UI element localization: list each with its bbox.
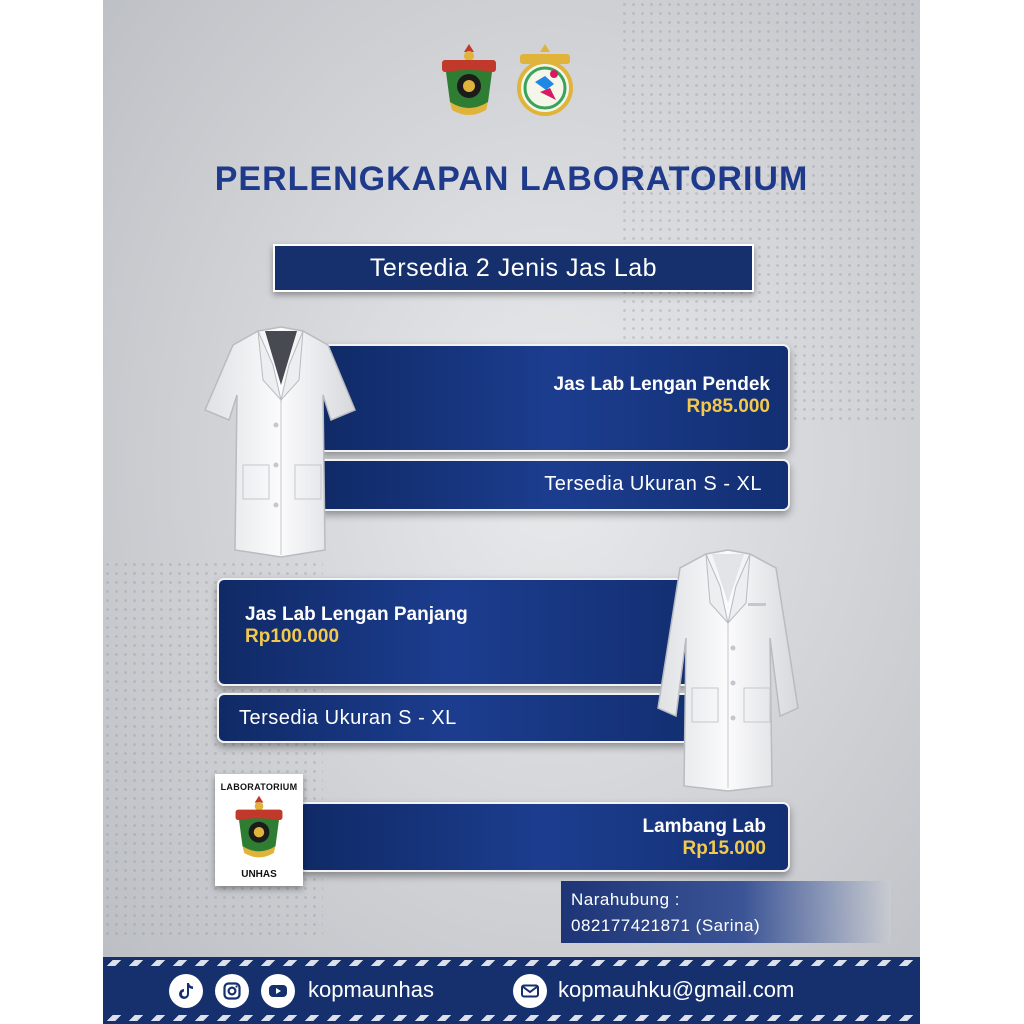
long-sleeve-lab-coat-image bbox=[648, 548, 808, 793]
short-sleeve-lab-coat-image bbox=[203, 325, 358, 560]
unhas-emblem-icon bbox=[229, 794, 289, 860]
contact-box bbox=[561, 881, 891, 943]
tiktok-icon[interactable] bbox=[169, 974, 203, 1008]
contact-phone[interactable]: 082177421871 (Sarina) bbox=[571, 916, 761, 935]
product-name: Jas Lab Lengan Panjang bbox=[245, 604, 468, 625]
email-icon[interactable] bbox=[513, 974, 547, 1008]
footer-bar bbox=[103, 957, 920, 1024]
instagram-icon[interactable] bbox=[215, 974, 249, 1008]
kopma-logo bbox=[510, 42, 580, 118]
footer-border-top bbox=[103, 960, 920, 966]
subtitle-banner bbox=[273, 244, 754, 292]
footer-border-bottom bbox=[103, 1015, 920, 1021]
badge-bottom-text: UNHAS bbox=[241, 869, 277, 880]
email-address[interactable]: kopmauhku@gmail.com bbox=[558, 977, 795, 1002]
product-card-lab-emblem bbox=[298, 802, 790, 872]
header-logos bbox=[438, 42, 580, 118]
youtube-icon[interactable] bbox=[261, 974, 295, 1008]
badge-top-text: LABORATORIUM bbox=[220, 782, 298, 792]
subtitle-text: Tersedia 2 Jenis Jas Lab bbox=[369, 253, 658, 282]
lab-emblem-badge bbox=[215, 774, 303, 886]
page-title: PERLENGKAPAN LABORATORIUM bbox=[214, 160, 809, 198]
product-card-short-sleeve bbox=[318, 344, 790, 452]
social-handle[interactable]: kopmaunhas bbox=[308, 977, 434, 1002]
product-price: Rp85.000 bbox=[686, 396, 770, 417]
size-card-short-sleeve bbox=[318, 459, 790, 511]
size-text: Tersedia Ukuran S - XL bbox=[544, 473, 762, 495]
poster bbox=[103, 0, 920, 1024]
contact-label: Narahubung : bbox=[571, 890, 681, 909]
size-card-long-sleeve bbox=[217, 693, 691, 743]
product-price: Rp15.000 bbox=[682, 838, 766, 859]
product-name: Jas Lab Lengan Pendek bbox=[553, 374, 770, 395]
product-name: Lambang Lab bbox=[642, 816, 766, 837]
size-text: Tersedia Ukuran S - XL bbox=[239, 707, 457, 729]
product-price: Rp100.000 bbox=[245, 626, 340, 647]
product-card-long-sleeve bbox=[217, 578, 691, 686]
unhas-logo bbox=[438, 42, 500, 118]
